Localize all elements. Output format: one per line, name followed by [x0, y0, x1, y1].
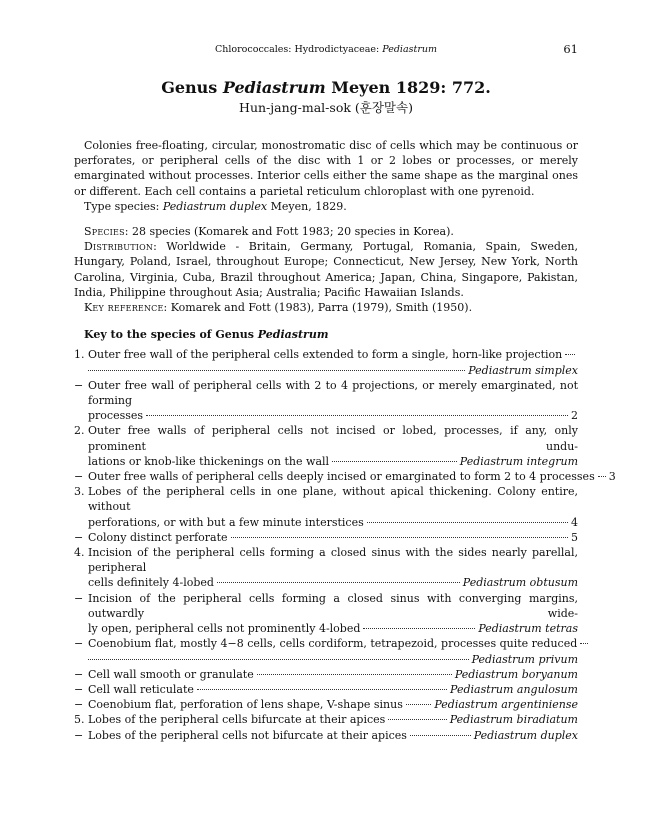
- key-entry: 5. Lobes of the peripheral cells bifurcate at their apices Pediastrum biradiatum: [74, 713, 578, 727]
- key-result: 4: [571, 515, 578, 529]
- key-entry: − Lobes of the peripheral cells not bifurcate at their apices Pediastrum duplex: [74, 728, 578, 742]
- key-result: 2: [571, 409, 578, 423]
- key-entry: − Cell wall reticulate Pediastrum angulosum: [74, 682, 578, 696]
- key-result: Pediastrum privum: [471, 652, 578, 666]
- key-result: Pediastrum obtusum: [462, 576, 578, 590]
- key-entry: − Outer free wall of peripheral cells with 2 to 4 projections, or merely emarginated, not forming processes 2: [74, 378, 578, 423]
- key-result: Pediastrum duplex: [473, 728, 578, 742]
- key-entry: − Colony distinct perforate 5: [74, 530, 578, 544]
- key-result: Pediastrum argentiniense: [434, 698, 578, 712]
- key-entry: 4. Incision of the peripheral cells forming a closed sinus with the sides nearly parellal, peripheral cells definitely 4-lobed Pediastrum obtusum: [74, 546, 578, 590]
- identification-key: [74, 347, 616, 742]
- key-entry: − Incision of the peripheral cells forming a closed sinus with converging margins, outwardly wide- ly open, peripheral cells not prominently 4-lobed Pediastrum tetras: [74, 591, 578, 636]
- genus-title: Genus Pediastrum Meyen 1829: 772.: [161, 78, 491, 97]
- document-body: [74, 138, 616, 743]
- key-entry: 1. Outer free wall of the peripheral cells extended to form a single, horn-like projection Pediastrum simplex: [74, 348, 578, 377]
- distribution: Distribution: Worldwide - Britain, Germany, Portugal, Romania, Spain, Sweden, Hungary, Poland, Israel, throughout Europe; Connecticut, New Jersey, New York, North Carolina, Virginia, Cuba, Brazil throughout America; Japan, China, Singapore, Pakistan, India, Philippine throughout Asia; Australia; Pacific Hawaiian Islands.: [74, 240, 578, 299]
- page-number: 61: [563, 42, 578, 56]
- key-entry: 3. Lobes of the peripheral cells in one plane, without apical thickening. Colony entire, without perforations, or with but a few minute interstices 4: [74, 485, 578, 529]
- running-head: Chlorococcales: Hydrodictyaceae: Pediastrum: [215, 44, 437, 55]
- key-title: Key to the species of Genus Pediastrum: [84, 328, 329, 342]
- key-result: Pediastrum biradiatum: [449, 713, 578, 727]
- type-species: Type species: Pediastrum duplex Meyen, 1829.: [84, 199, 347, 213]
- key-entry: − Outer free walls of peripheral cells deeply incised or emarginated to form 2 to 4 processes 3: [74, 470, 616, 484]
- key-entry: − Coenobium flat, mostly 4−8 cells, cells cordiform, tetrapezoid, processes quite reduced Pediastrum privum: [74, 636, 578, 666]
- key-entry: 2. Outer free walls of peripheral cells not incised or lobed, processes, if any, only prominent undu- lations or knob-like thickenings on the wall Pediastrum integrum: [74, 424, 578, 468]
- key-reference: Key reference: Komarek and Fott (1983), Parra (1979), Smith (1950).: [84, 301, 473, 315]
- korean-name: Hun-jang-mal-sok (훈장말속): [239, 100, 413, 115]
- genus-description: Colonies free-floating, circular, monostromatic disc of cells which may be continuous or perforates, or peripheral cells of the disc with 1 or 2 lobes or processes, or merely emarginated without processes. Interior cells either the same shape as the marginal ones or different. Each cell contains a parietal reticulum chloroplast with one pyrenoid.: [74, 139, 578, 198]
- key-result: Pediastrum angulosum: [450, 682, 578, 696]
- species-count: Species: 28 species (Komarek and Fott 1983; 20 species in Korea).: [84, 225, 454, 239]
- key-result: Pediastrum integrum: [459, 454, 578, 468]
- key-result: 3: [608, 470, 616, 484]
- key-entry: − Cell wall smooth or granulate Pediastrum boryanum: [74, 667, 578, 681]
- key-result: 5: [571, 530, 578, 544]
- key-result: Pediastrum simplex: [468, 363, 578, 377]
- key-result: Pediastrum boryanum: [454, 667, 578, 681]
- key-entry: − Coenobium flat, perforation of lens shape, V-shape sinus Pediastrum argentiniense: [74, 698, 578, 712]
- key-result: Pediastrum tetras: [478, 622, 578, 636]
